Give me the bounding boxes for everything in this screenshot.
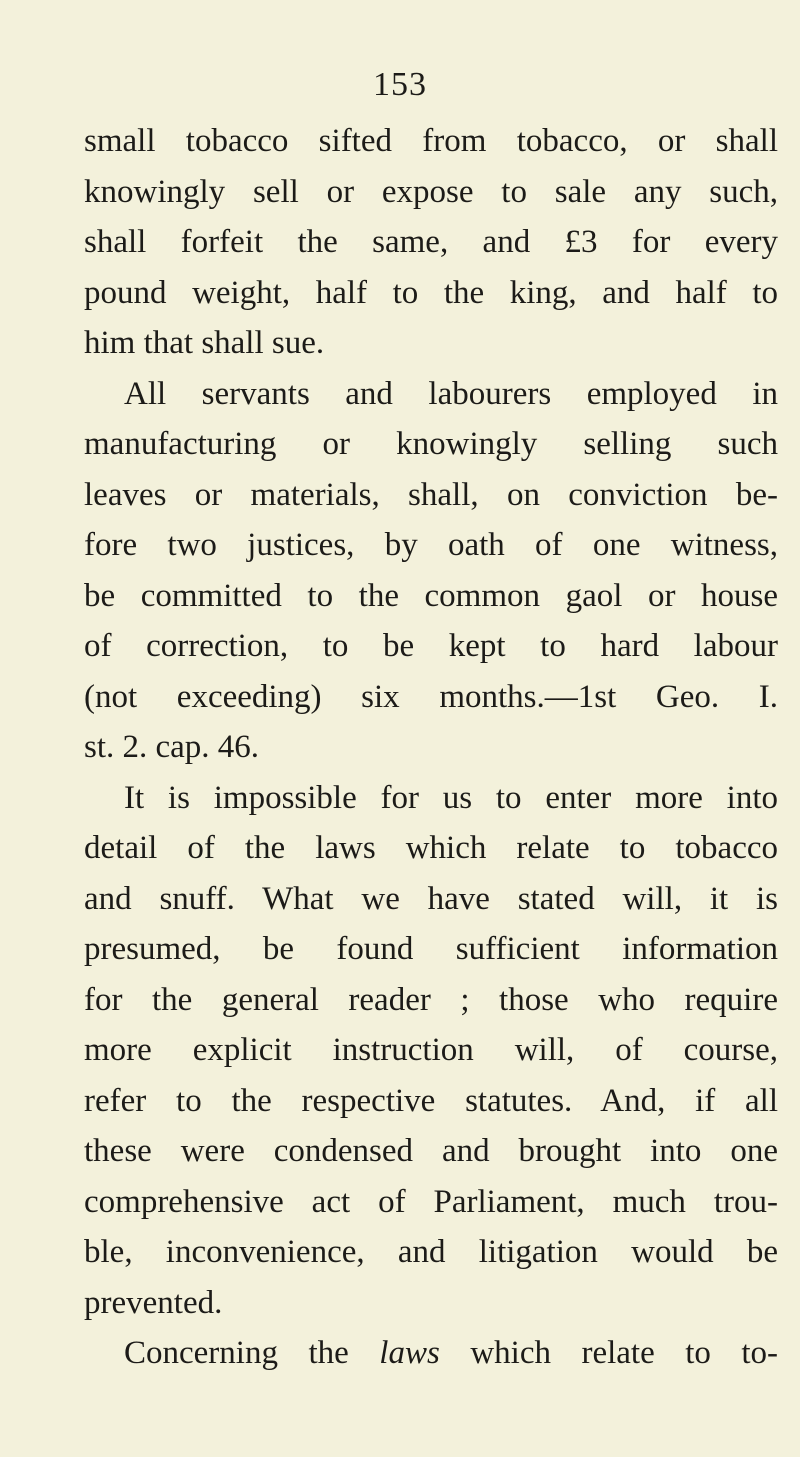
- text-line: leaves or materials, shall, on conviction be-: [84, 476, 778, 513]
- paragraph-1: [84, 116, 778, 369]
- text-line: comprehensive act of Parliament, much trou-: [84, 1183, 778, 1220]
- text-line: him that shall sue.: [84, 325, 325, 361]
- text-line: these were condensed and brought into one: [84, 1133, 778, 1169]
- text-span: which relate to to-: [470, 1335, 779, 1371]
- paragraph-3: [84, 773, 778, 1329]
- text-line: presumed, be found sufficient information: [84, 931, 778, 967]
- text-line: knowingly sell or expose to sale any such,: [84, 173, 778, 210]
- text-line: be committed to the common gaol or house: [84, 577, 778, 614]
- text-line: It is impossible for us to enter more into: [124, 779, 778, 816]
- text-span: Concerning the: [124, 1335, 349, 1371]
- text-line: (not exceeding) six months.—1st Geo. I.: [84, 678, 778, 715]
- text-line: and snuff. What we have stated will, it is: [84, 880, 778, 917]
- text-line: fore two justices, by oath of one witness,: [84, 527, 778, 563]
- text-line: st. 2. cap. 46.: [84, 729, 260, 765]
- text-line: refer to the respective statutes. And, if all: [84, 1082, 778, 1119]
- text-line: for the general reader ; those who require: [84, 981, 778, 1018]
- paragraph-4: [84, 1328, 778, 1379]
- text-line: All servants and labourers employed in: [124, 375, 778, 412]
- page-number: 153: [373, 66, 427, 103]
- text-line: small tobacco sifted from tobacco, or shall: [84, 123, 778, 159]
- text-line: ble, inconvenience, and litigation would be: [84, 1234, 778, 1270]
- text-line: [84, 1328, 778, 1379]
- text-line: pound weight, half to the king, and half to: [84, 274, 778, 311]
- text-line: prevented.: [84, 1284, 223, 1321]
- body-text: [84, 116, 778, 1379]
- text-line: shall forfeit the same, and £3 for every: [84, 224, 778, 260]
- text-line: manufacturing or knowingly selling such: [84, 426, 778, 462]
- paragraph-2: [84, 369, 778, 773]
- text-line: of correction, to be kept to hard labour: [84, 628, 778, 664]
- text-line: detail of the laws which relate to tobacco: [84, 830, 778, 866]
- italic-emphasis: laws: [379, 1335, 440, 1371]
- text-line: more explicit instruction will, of course,: [84, 1032, 778, 1068]
